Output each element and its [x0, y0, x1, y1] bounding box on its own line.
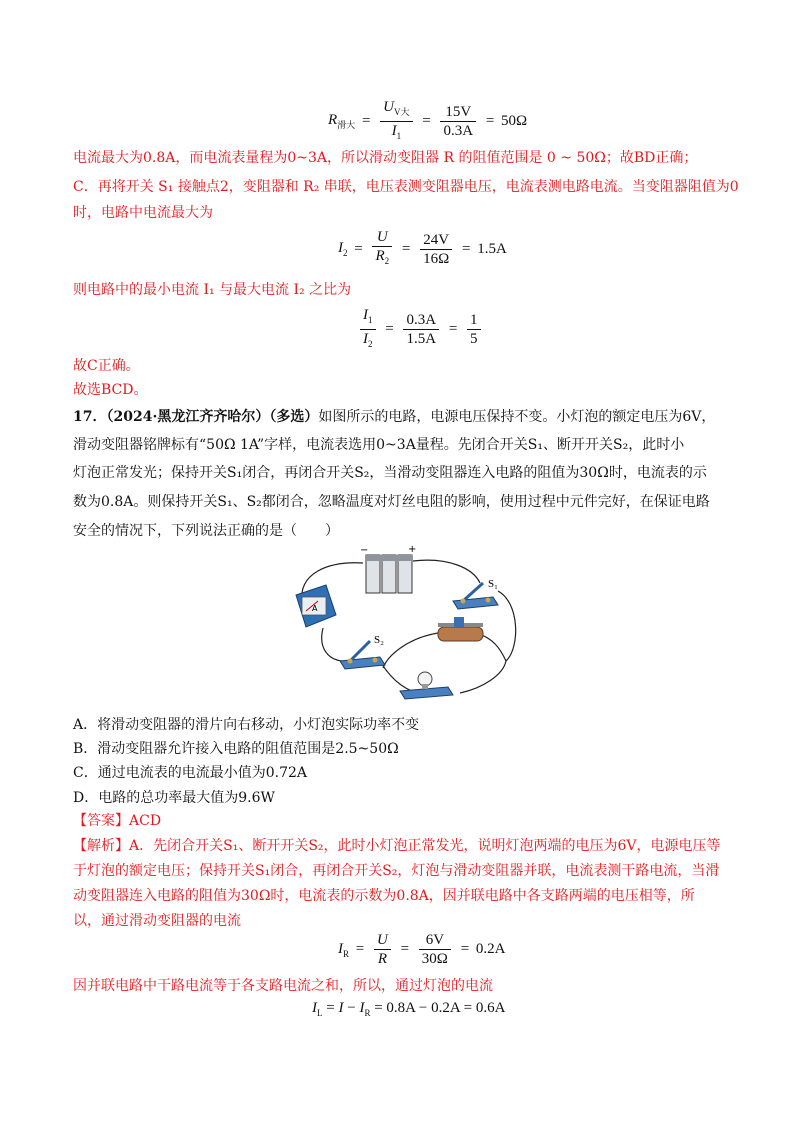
text-current-max: 电流最大为0.8A，而电流表量程为0~3A，所以滑动变阻器 R 的阻值范围是 0 ~ 50Ω；故BD正确；	[73, 150, 698, 166]
analysis-line-1: 【解析】A．先闭合开关S₁、断开开关S₂，此时小灯泡正常发光，说明灯泡两端的电压为6V，电源电压等	[73, 838, 721, 854]
switch-s2-label: S₂	[374, 634, 384, 646]
option-c: C．通过电流表的电流最小值为0.72A	[73, 765, 307, 781]
rheostat-icon	[438, 617, 483, 641]
option-b: B．滑动变阻器允许接入电路的阻值范围是2.5~50Ω	[73, 741, 399, 757]
text-ratio: 则电路中的最小电流 I₁ 与最大电流 I₂ 之比为	[73, 282, 352, 298]
battery-plus: +	[408, 544, 417, 555]
question-number: 17．	[73, 409, 107, 425]
question-17-line-1: 17．（2024·黑龙江齐齐哈尔）（多选）如图所示的电路，电源电压保持不变。小灯泡的额定电压为6V，	[73, 409, 716, 425]
question-17-line-5: 安全的情况下，下列说法正确的是（ ）	[73, 523, 339, 539]
analysis-line-2: 于灯泡的额定电压；保持开关S₁闭合，再闭合开关S₂，灯泡与滑动变阻器并联，电流表测干路电流，当滑	[73, 863, 720, 879]
analysis-line-4: 以，通过滑动变阻器的电流	[73, 913, 241, 929]
formula-lamp-current: $I_L = I - I_R = 0.8A - 0.2A = 0.6A$	[312, 1000, 506, 1018]
formula-rheostat-current: $I_R$ = $\frac{U}{R}$ = $\frac{6V}{30\Omega}$ = 0.2A	[338, 932, 506, 967]
lamp-icon	[400, 672, 453, 699]
option-a: A．将滑动变阻器的滑片向右移动，小灯泡实际功率不变	[73, 717, 420, 733]
circuit-figure	[288, 543, 520, 708]
battery-icon	[366, 555, 412, 593]
formula-current-max: $I_2$ = $\frac{U}{R_2}$ = $\frac{24V}{16\Omega}$ = 1.5A	[338, 229, 507, 267]
text-c-correct: 故C正确。	[73, 358, 140, 374]
question-17-line-4: 数为0.8A。则保持开关S₁、S₂都闭合，忽略温度对灯丝电阻的影响，使用过程中元件完好，在保证电路	[73, 494, 710, 510]
question-17-line-3: 灯泡正常发光；保持开关S₁闭合，再闭合开关S₂，当滑动变阻器连入电路的阻值为30Ω时，电流表的示	[73, 465, 707, 481]
question-17-line-2: 滑动变阻器铭牌标有“50Ω 1A”字样，电流表选用0~3A量程。先闭合开关S₁、断开开关S₂，此时小	[73, 437, 685, 453]
answer: 【答案】ACD	[73, 813, 162, 829]
question-source: （2024·黑龙江齐齐哈尔）（多选）	[106, 409, 319, 425]
battery-minus: −	[360, 545, 369, 556]
text-choose: 故选BCD。	[73, 382, 148, 398]
formula-resistance-max: $R_{滑大}$ = $\frac{U_{V大}}{I_1}$ = $\frac{15V}{0.3A}$ = 50Ω	[328, 99, 528, 141]
option-d: D．电路的总功率最大值为9.6W	[73, 790, 275, 806]
text-option-c-1: C．再将开关 S₁ 接触点2，变阻器和 R₂ 串联，电压表测变阻器电压，电流表测电路电流。当变阻器阻值为0	[73, 179, 739, 195]
switch-s1-label: S₁	[488, 578, 498, 590]
formula-ratio: $\frac{I_1}{I_2}$ = $\frac{0.3A}{1.5A}$ = $\frac{1}{5}$	[357, 306, 484, 353]
text-option-c-2: 时，电路中电流最大为	[73, 205, 213, 221]
ammeter-label: A	[312, 604, 318, 613]
analysis-line-3: 动变阻器连入电路的阻值为30Ω时，电流表的示数为0.8A，因并联电路中各支路两端的电压相等，所	[73, 888, 695, 904]
text-parallel: 因并联电路中干路电流等于各支路电流之和，所以，通过灯泡的电流	[73, 978, 493, 994]
